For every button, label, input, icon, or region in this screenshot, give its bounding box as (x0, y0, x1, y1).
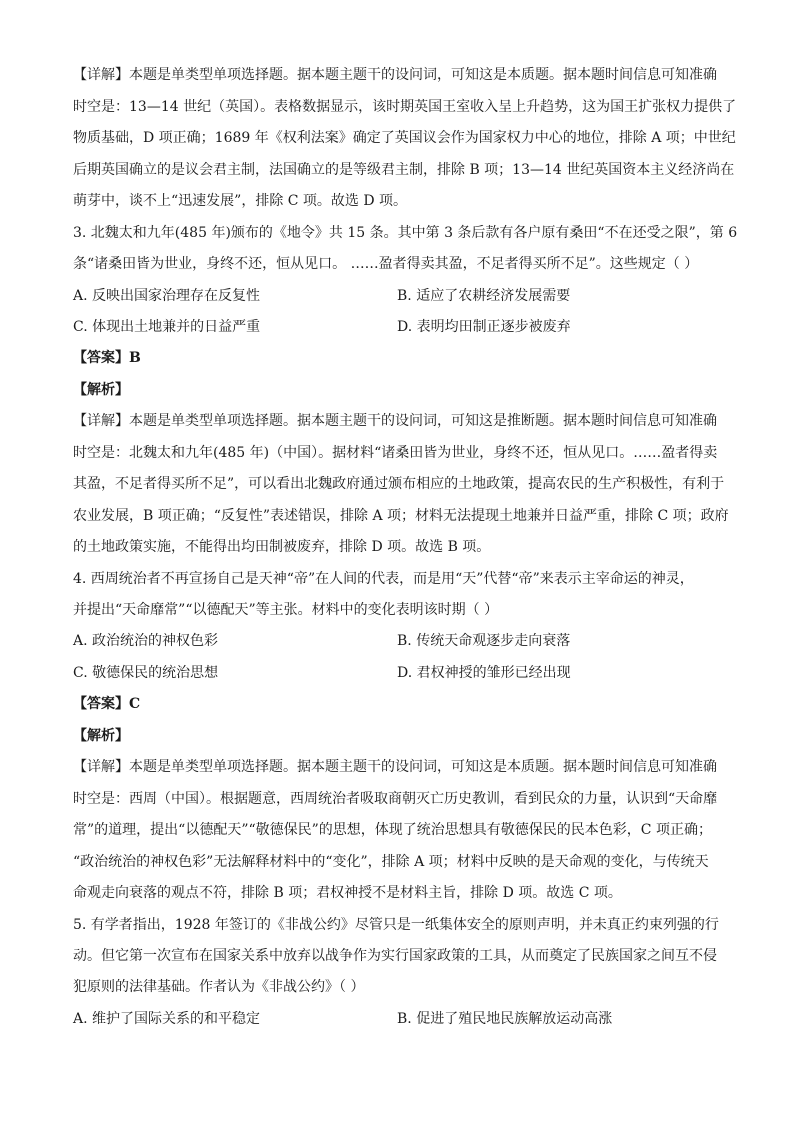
question-4-option-d: D. 君权神授的雏形已经出现 (397, 665, 571, 681)
question-3-analysis-line: 【详解】本题是单类型单项选择题。据本题主题干的设问词，可知这是推断题。据本题时间信息可知准确 (73, 413, 717, 429)
question-4-stem: 并提出“天命靡常”“以德配天”等主张。材料中的变化表明该时期（ ） (73, 602, 499, 618)
question-4-analysis-title: 【解析】 (73, 728, 129, 744)
question-3-stem: 3. 北魏太和九年(485 年)颁布的《地令》共 15 条。其中第 3 条后款有各户原有桑田“不在还受之限”，第 6 (73, 225, 738, 241)
question-4-answer: 【答案】C (73, 696, 141, 712)
question-4-analysis-line: 时空是：西周（中国）。根据题意，西周统治者吸取商朝灭亡历史教训，看到民众的力量，认识到“天命靡 (73, 791, 718, 807)
analysis-line: 物质基础，D 项正确；1689 年《权利法案》确定了英国议会作为国家权力中心的地位，排除 A 项；中世纪 (73, 130, 736, 146)
question-3-option-b: B. 适应了农耕经济发展需要 (397, 288, 571, 304)
question-4-option-a: A. 政治统治的神权色彩 (73, 633, 219, 649)
question-3-analysis-line: 其盈，不足者得买所不足”，可以看出北魏政府通过颁布相应的土地政策，提高农民的生产积极性，有利于 (73, 476, 725, 492)
question-3-analysis-line: 时空是：北魏太和九年(485 年)（中国）。据材料“诸桑田皆为世业，身终不还，恒从见口。……盈者得卖 (73, 445, 718, 461)
question-3-option-c: C. 体现出土地兼并的日益严重 (73, 319, 261, 335)
question-3-answer: 【答案】B (73, 350, 141, 366)
question-5-stem: 5. 有学者指出，1928 年签订的《非战公约》尽管只是一纸集体安全的原则声明，并未真正约束列强的行 (73, 917, 719, 933)
question-4-stem: 4. 西周统治者不再宣扬自己是天神“帝”在人间的代表，而是用“天”代替“帝”来表示主宰命运的神灵， (73, 571, 694, 587)
question-5-option-a: A. 维护了国际关系的和平稳定 (73, 1011, 261, 1027)
question-4-option-b: B. 传统天命观逐步走向衰落 (397, 633, 571, 649)
question-5-stem: 犯原则的法律基础。作者认为《非战公约》（ ） (73, 979, 365, 995)
question-4-analysis-line: 常”的道理，提出“以德配天”“敬德保民”的思想，体现了统治思想具有敬德保民的民本色彩，C 项正确； (73, 822, 712, 838)
question-4-option-c: C. 敬德保民的统治思想 (73, 665, 219, 681)
question-3-option-d: D. 表明均田制正逐步被废弃 (397, 319, 571, 335)
question-3-stem: 条“诸桑田皆为世业，身终不还，恒从见口。 ……盈者得卖其盈，不足者得买所不足”。这些规定（ ） (73, 256, 699, 272)
question-5-option-b: B. 促进了殖民地民族解放运动高涨 (397, 1011, 613, 1027)
question-5-stem: 动。但它第一次宣布在国家关系中放弃以战争作为实行国家政策的工具，从而奠定了民族国家之间互不侵 (73, 948, 717, 964)
analysis-line: 萌芽中，谈不上“迅速发展”，排除 C 项。故选 D 项。 (73, 193, 408, 209)
analysis-line: 【详解】本题是单类型单项选择题。据本题主题干的设问词，可知这是本质题。据本题时间信息可知准确 (73, 67, 717, 83)
question-3-analysis-line: 农业发展，B 项正确；“反复性”表述错误，排除 A 项；材料无法提现土地兼并日益严重，排除 C 项；政府 (73, 508, 729, 524)
analysis-line: 时空是：13—14 世纪（英国）。表格数据显示，该时期英国王室收入呈上升趋势，这为国王扩张权力提供了 (73, 99, 737, 115)
question-3-option-a: A. 反映出国家治理存在反复性 (73, 288, 261, 304)
question-3-analysis-line: 的土地政策实施，不能得出均田制被废弃，排除 D 项。故选 B 项。 (73, 539, 491, 555)
question-4-analysis-line: 命观走向衰落的观点不符，排除 B 项；君权神授不是材料主旨，排除 D 项。故选 C 项。 (73, 885, 622, 901)
question-4-analysis-line: 【详解】本题是单类型单项选择题。据本题主题干的设问词，可知这是本质题。据本题时间信息可知准确 (73, 759, 717, 775)
analysis-line: 后期英国确立的是议会君主制，法国确立的是等级君主制，排除 B 项；13—14 世纪英国资本主义经济尚在 (73, 162, 735, 178)
question-3-analysis-title: 【解析】 (73, 382, 129, 398)
question-4-analysis-line: “政治统治的神权色彩”无法解释材料中的“变化”，排除 A 项；材料中反映的是天命观的变化，与传统天 (73, 854, 709, 870)
